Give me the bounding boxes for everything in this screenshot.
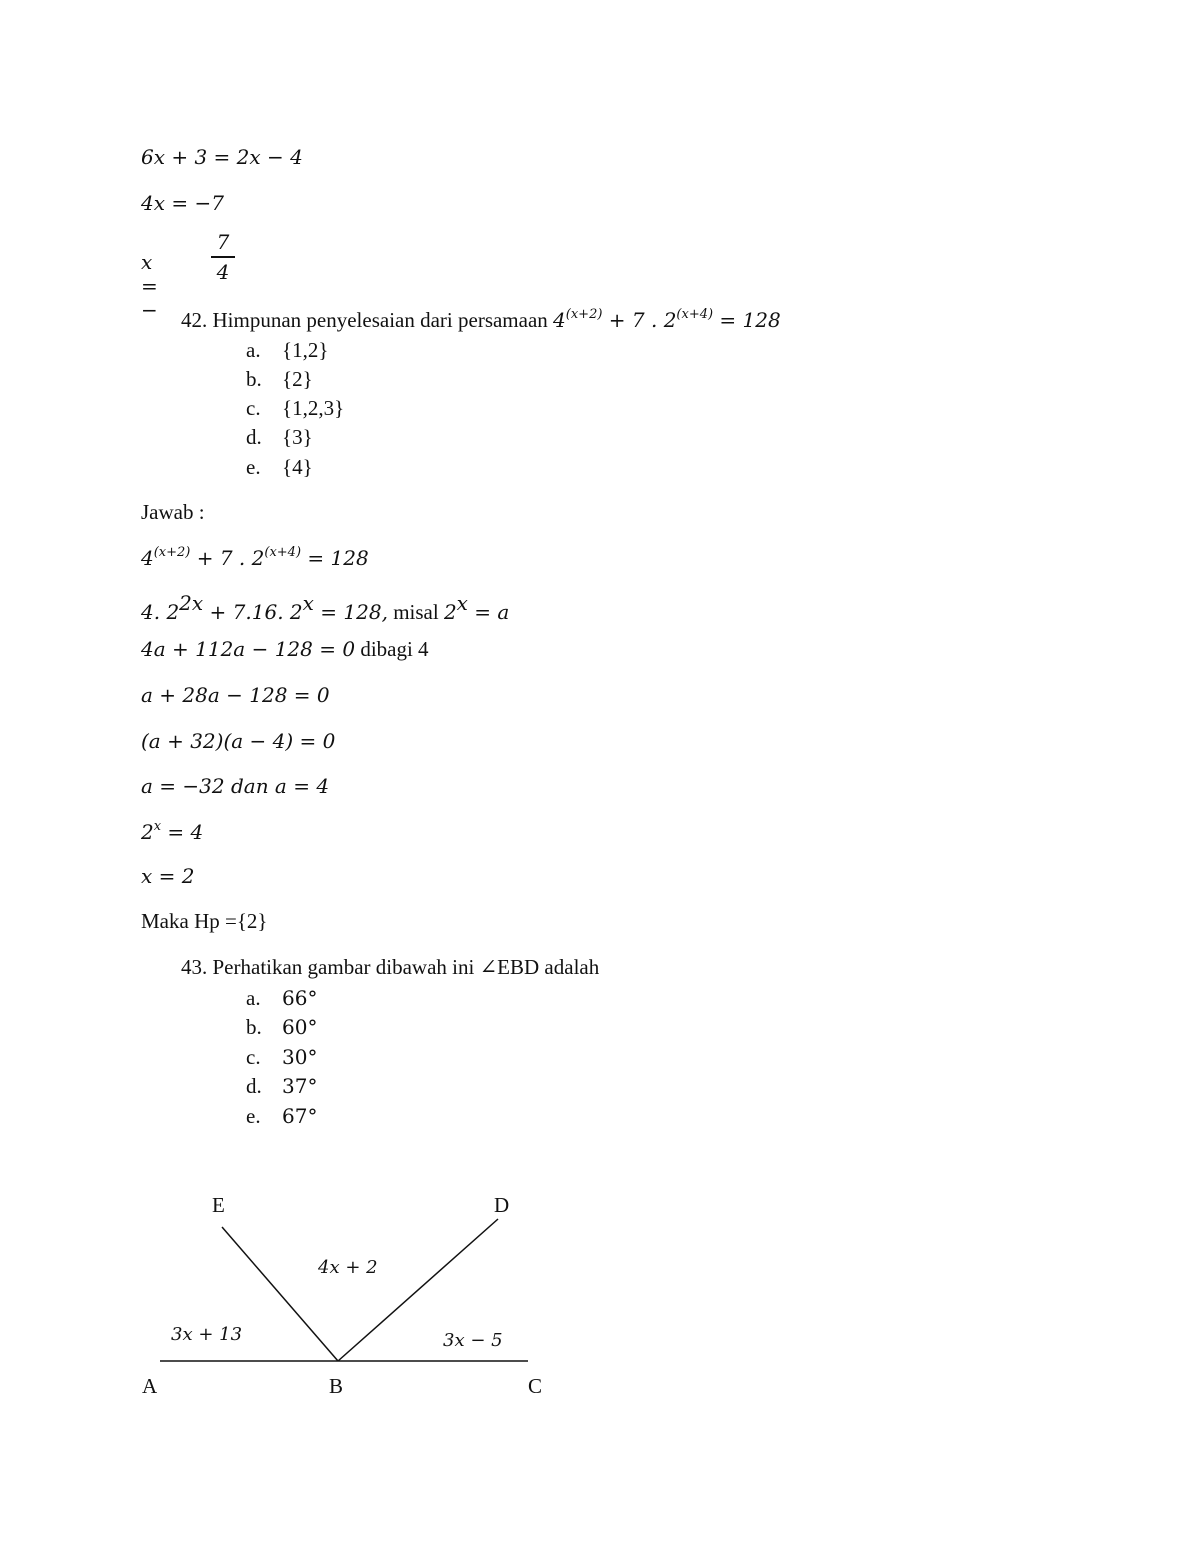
angle-figure-lines — [130, 1185, 570, 1405]
answer-step-7: $2^x = 4$ — [141, 819, 204, 844]
question-42 — [181, 307, 781, 333]
point-label-b: B — [329, 1374, 344, 1398]
question-text: Perhatikan gambar dibawah ini ∠EBD adalah — [212, 955, 600, 979]
answer-step-6: a = −32 dan a = 4 — [141, 774, 330, 798]
point-label-a: A — [142, 1374, 158, 1398]
prev-solution-line-2: 4x = −7 — [141, 191, 224, 215]
option-e: e. {4} — [246, 455, 313, 479]
question-43 — [181, 955, 599, 980]
option-d: d. 37° — [246, 1074, 318, 1098]
answer-step-8: x = 2 — [141, 864, 195, 888]
angle-label-ebd: 4x + 2 — [318, 1257, 378, 1278]
point-label-d: D — [494, 1193, 510, 1217]
answer-conclusion: Maka Hp ={2} — [141, 909, 268, 933]
fraction-denominator: 4 — [216, 260, 230, 284]
fraction — [211, 230, 235, 284]
point-label-e: E — [212, 1193, 225, 1217]
question-text: Himpunan penyelesaian dari persamaan — [212, 308, 548, 332]
answer-step-5: (a + 32)(a − 4) = 0 — [141, 729, 336, 753]
fraction-bar — [211, 256, 235, 258]
option-b: b. 60° — [246, 1015, 318, 1039]
fraction-numerator: 7 — [216, 230, 230, 254]
angle-label-abe: 3x + 13 — [171, 1324, 243, 1345]
option-b: b. {2} — [246, 367, 313, 391]
option-d: d. {3} — [246, 425, 313, 449]
angle-figure — [130, 1185, 570, 1405]
fraction-lhs: x = − — [141, 250, 158, 322]
answer-step-1: $4^{(x+2)} + 7$ . $2^{(x+4)} = 128$ — [141, 545, 369, 570]
question-number: 43. — [181, 955, 208, 979]
option-c: c. 30° — [246, 1045, 318, 1069]
option-a: a. {1,2} — [246, 338, 329, 362]
answer-step-4: a + 28a − 128 = 0 — [141, 683, 330, 707]
option-e: e. 67° — [246, 1104, 318, 1128]
point-label-c: C — [528, 1374, 543, 1398]
question-number: 42. — [181, 308, 208, 332]
answer-step-3: 4a + 112a − 128 = 0 dibagi 4 — [141, 637, 429, 661]
answer-step-2: 4. $2^{2x} + 7.16$. $2^x = 128$, misal $2^x = a$ — [141, 591, 510, 624]
prev-solution-line-1: 6x + 3 = 2x − 4 — [141, 145, 303, 169]
question-equation: $4^{(x+2)} + 7$ . $2^{(x+4)} = 128$ — [553, 307, 781, 332]
option-c: c. {1,2,3} — [246, 396, 345, 420]
answer-heading: Jawab : — [141, 500, 205, 524]
angle-label-dbc: 3x − 5 — [443, 1330, 503, 1351]
option-a: a. 66° — [246, 986, 318, 1010]
